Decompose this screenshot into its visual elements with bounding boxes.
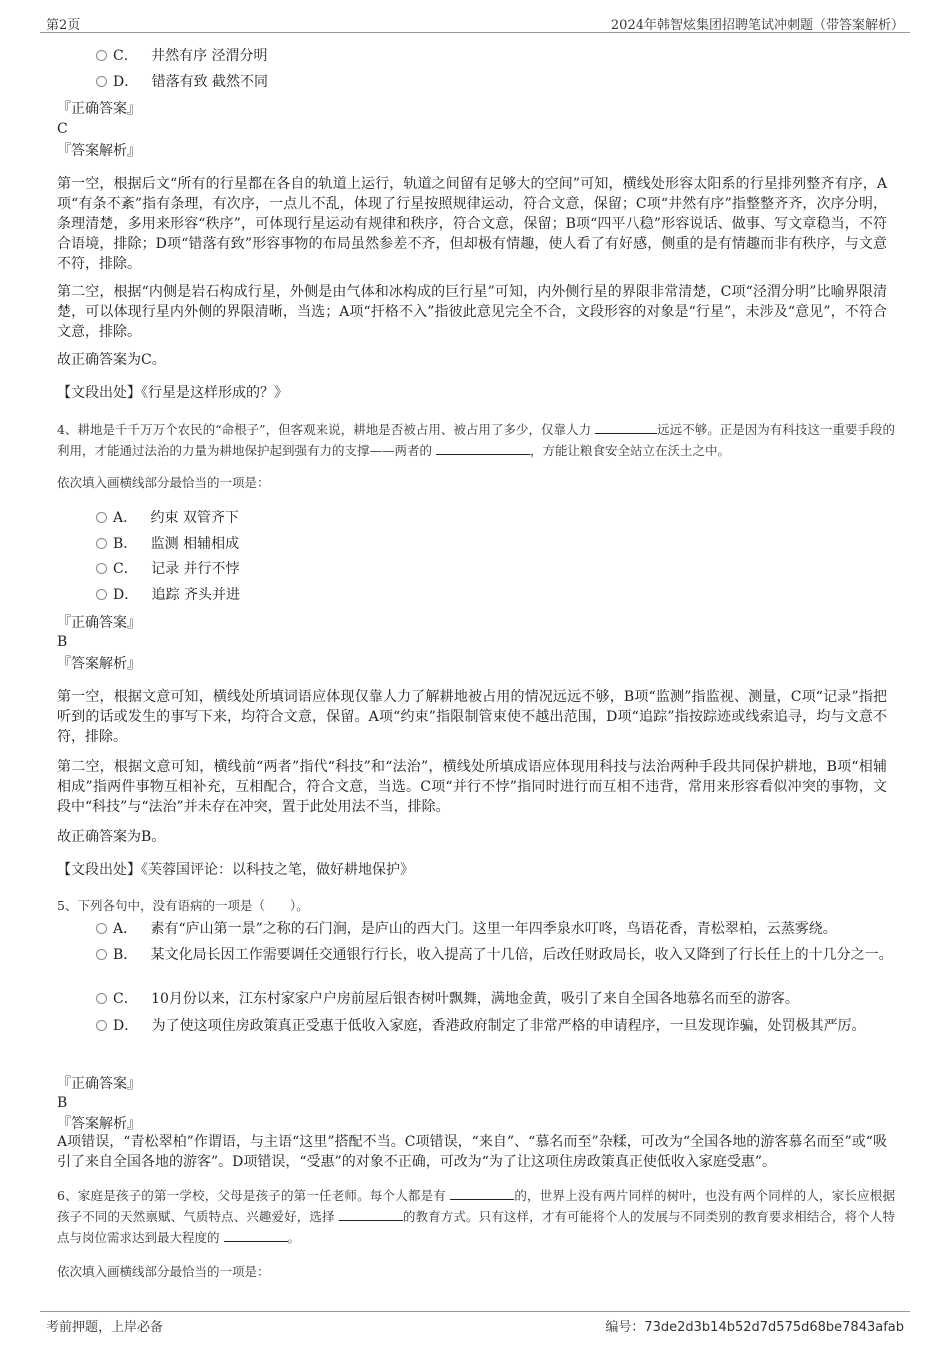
q4-answer: B xyxy=(57,634,68,650)
q4-option-b[interactable]: B． 监测 相辅相成 xyxy=(96,534,239,554)
q3-option-c[interactable]: C． 井然有序 泾渭分明 xyxy=(96,46,268,66)
radio-icon[interactable] xyxy=(96,50,107,61)
q4-option-c[interactable]: C． 记录 并行不悖 xyxy=(96,559,240,579)
q5-analysis: A项错误，“青松翠柏”作谓语，与主语“这里”搭配不当。C项错误，“来自”、“慕名而至”杂糅，可改为“全国各地的游客慕名而至”或“吸引了来自全国各地的游客”。D项错误，“受惠”的对象不正确，可改为“为了让这项住房政策真正使低收入家庭受惠”。 xyxy=(57,1134,887,1170)
q3-source: 【文段出处】《行星是这样形成的？》 xyxy=(57,385,288,401)
q4-analysis-label: 『答案解析』 xyxy=(57,656,141,672)
fill-blank xyxy=(224,1229,288,1242)
q5-answer: B xyxy=(57,1095,68,1111)
radio-icon[interactable] xyxy=(96,949,107,960)
q6-instruction: 依次填入画横线部分最恰当的一项是： xyxy=(57,1264,270,1279)
page-number: 第2页 xyxy=(46,18,81,33)
q5-option-d[interactable]: D． 为了使这项住房政策真正受惠于低收入家庭，香港政府制定了非常严格的申请程序，一旦发现诈骗，处罚极其严厉。 xyxy=(96,1015,896,1037)
page-header xyxy=(40,12,910,33)
q5-option-b[interactable]: B． 某文化局长因工作需要调任交通银行行长，收入提高了十几倍，后改任财政局长，收入又降到了行长任上的十几分之一。 xyxy=(96,944,896,966)
q3-option-d[interactable]: D． 错落有致 截然不同 xyxy=(96,72,268,92)
radio-icon[interactable] xyxy=(96,563,107,574)
fill-blank xyxy=(339,1208,403,1221)
radio-icon[interactable] xyxy=(96,589,107,600)
q4-source: 【文段出处】《芙蓉国评论：以科技之笔，做好耕地保护》 xyxy=(57,862,414,878)
q3-analysis-label: 『答案解析』 xyxy=(57,143,141,159)
q3-analysis-1: 第一空，根据后文“所有的行星都在各自的轨道上运行，轨道之间留有足够大的空间”可知，横线处形容太阳系的行星排列整齐有序，A项“有条不紊”指有条理，有次序，一点儿不乱，体现了行星按照规律运动，符合文意，保留；C项“井然有序”指整整齐齐，次序分明，条理清楚，多用来形容“秩序”，可体现行星运动有规律和秩序，符合文意，保留；B项“四平八稳”形容说话、做事、写文章稳当，不符合语境，排除；D项“错落有致”形容事物的布局虽然参差不齐，但却极有情趣，使人看了有好感，侧重的是有情趣而非有秩序，与文意不符，排除。 xyxy=(57,176,887,272)
radio-icon[interactable] xyxy=(96,923,107,934)
document-code: 编号：73de2d3b14b52d7d575d68be7843afab xyxy=(605,1320,904,1335)
q4-analysis-3: 故正确答案为B。 xyxy=(57,829,166,845)
q5-option-c[interactable]: C． 10月份以来，江东村家家户户房前屋后银杏树叶飘舞，满地金黄，吸引了来自全国各地慕名而至的游客。 xyxy=(96,988,896,1010)
radio-icon[interactable] xyxy=(96,538,107,549)
q4-stem: 4、耕地是千千万万个农民的“命根子”，但客观来说，耕地是否被占用、被占用了多少，仅靠人力 远远不够。正是因为有科技这一重要手段的利用，才能通过法治的力量为耕地保护起到强有力的支撑——两者的 ，方能让粮食安全站立在沃土之中。 xyxy=(57,422,895,458)
q3-analysis-3: 故正确答案为C。 xyxy=(57,352,166,368)
radio-icon[interactable] xyxy=(96,512,107,523)
q6-stem: 6、家庭是孩子的第一学校，父母是孩子的第一任老师。每个人都是有 的，世界上没有两片同样的树叶，也没有两个同样的人，家长应根据孩子不同的天然禀赋、气质特点、兴趣爱好，选择 的教育方式。只有这样，才有可能将个人的发展与不同类别的教育要求相结合，将个人特点与岗位需求达到最大程度的 。 xyxy=(57,1188,895,1245)
q5-analysis-label: 『答案解析』 xyxy=(57,1116,141,1132)
radio-icon[interactable] xyxy=(96,993,107,1004)
q4-instruction: 依次填入画横线部分最恰当的一项是： xyxy=(57,475,270,490)
q3-answer-label: 『正确答案』 xyxy=(57,101,141,117)
q5-stem: 5、下列各句中，没有语病的一项是（ ）。 xyxy=(57,898,309,913)
footer-slogan: 考前押题，上岸必备 xyxy=(46,1320,164,1335)
page-footer xyxy=(40,1311,910,1334)
document-title: 2024年韩智炫集团招聘笔试冲刺题（带答案解析） xyxy=(610,18,904,33)
fill-blank xyxy=(595,421,657,434)
fill-blank xyxy=(436,442,530,455)
q4-answer-label: 『正确答案』 xyxy=(57,615,141,631)
q3-analysis-2: 第二空，根据“内侧是岩石构成行星，外侧是由气体和冰构成的巨行星”可知，内外侧行星的界限非常清楚，C项“泾渭分明”比喻界限清楚，可以体现行星内外侧的界限清晰，当选；A项“扞格不入”指彼此意见完全不合，文段形容的对象是“行星”，未涉及“意见”，不符合文意，排除。 xyxy=(57,284,887,340)
radio-icon[interactable] xyxy=(96,76,107,87)
radio-icon[interactable] xyxy=(96,1020,107,1031)
q4-option-d[interactable]: D． 追踪 齐头并进 xyxy=(96,585,240,605)
fill-blank xyxy=(450,1187,514,1200)
q4-option-a[interactable]: A． 约束 双管齐下 xyxy=(96,508,239,528)
q3-answer: C xyxy=(57,121,68,137)
q4-analysis-1: 第一空，根据文意可知，横线处所填词语应体现仅靠人力了解耕地被占用的情况远远不够，B项“监测”指监视、测量，C项“记录”指把听到的话或发生的事写下来，均符合文意，保留。A项“约束”指限制管束使不越出范围，D项“追踪”指按踪迹或线索追寻，均与文意不符，排除。 xyxy=(57,689,887,745)
q5-answer-label: 『正确答案』 xyxy=(57,1076,141,1092)
q5-option-a[interactable]: A． 素有“庐山第一景”之称的石门涧，是庐山的西大门。这里一年四季泉水叮咚，鸟语花香，青松翠柏，云蒸雾绕。 xyxy=(96,918,896,940)
q4-analysis-2: 第二空，根据文意可知，横线前“两者”指代“科技”和“法治”，横线处所填成语应体现用科技与法治两种手段共同保护耕地，B项“相辅相成”指两件事物互相补充，互相配合，符合文意，当选。C项“并行不悖”指同时进行而互相不违背，常用来形容看似冲突的事物，文段中“科技”与“法治”并未存在冲突，置于此处用法不当，排除。 xyxy=(57,759,887,815)
